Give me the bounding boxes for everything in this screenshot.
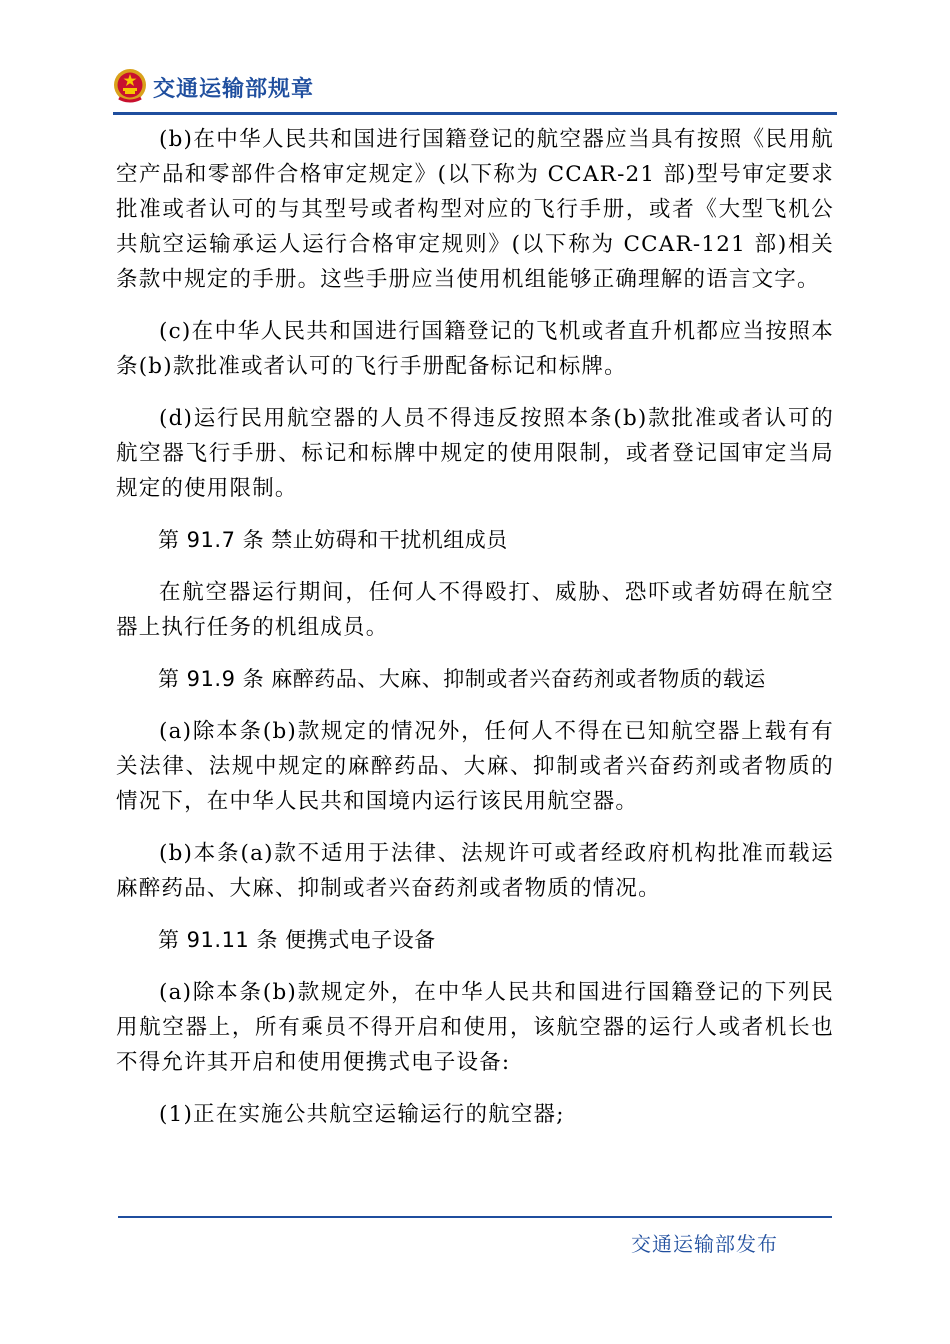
national-emblem-icon (113, 68, 147, 104)
header-title: 交通运输部规章 (153, 77, 315, 102)
article-heading: 第 91.11 条 便携式电子设备 (158, 928, 436, 952)
page-header (113, 64, 837, 112)
paragraph: (1)正在实施公共航空运输运行的航空器; (159, 1102, 565, 1127)
header-divider (113, 112, 837, 115)
paragraph: (b)本条(a)款不适用于法律、法规许可或者经政府机构批准而载运麻醉药品、大麻、抑制或者兴奋药剂或者物质的情况。 (116, 841, 834, 901)
paragraph: 在航空器运行期间，任何人不得殴打、威胁、恐吓或者妨碍在航空器上执行任务的机组成员。 (116, 580, 834, 640)
article-heading: 第 91.9 条 麻醉药品、大麻、抑制或者兴奋药剂或者物质的载运 (158, 667, 766, 691)
footer-divider (118, 1216, 832, 1218)
paragraph: (a)除本条(b)款规定外，在中华人民共和国进行国籍登记的下列民用航空器上，所有乘员不得开启和使用，该航空器的运行人或者机长也不得允许其开启和使用便携式电子设备: (116, 980, 834, 1075)
paragraph: (d)运行民用航空器的人员不得违反按照本条(b)款批准或者认可的航空器飞行手册、标记和标牌中规定的使用限制，或者登记国审定当局规定的使用限制。 (116, 406, 834, 501)
paragraph: (b)在中华人民共和国进行国籍登记的航空器应当具有按照《民用航空产品和零部件合格审定规定》(以下称为 CCAR-21 部)型号审定要求批准或者认可的与其型号或者构型对应的飞行手册，或者《大型飞机公共航空运输承运人运行合格审定规则》(以下称为 CCAR-121 部)相关条款中规定的手册。这些手册应当使用机组能够正确理解的语言文字。 (116, 127, 834, 292)
article-heading: 第 91.7 条 禁止妨碍和干扰机组成员 (158, 528, 508, 552)
paragraph: (a)除本条(b)款规定的情况外，任何人不得在已知航空器上载有有关法律、法规中规定的麻醉药品、大麻、抑制或者兴奋药剂或者物质的情况下，在中华人民共和国境内运行该民用航空器。 (116, 719, 834, 814)
paragraph: (c)在中华人民共和国进行国籍登记的飞机或者直升机都应当按照本条(b)款批准或者认可的飞行手册配备标记和标牌。 (116, 319, 834, 379)
document-body (116, 122, 834, 1149)
footer-publisher: 交通运输部发布 (631, 1232, 778, 1256)
